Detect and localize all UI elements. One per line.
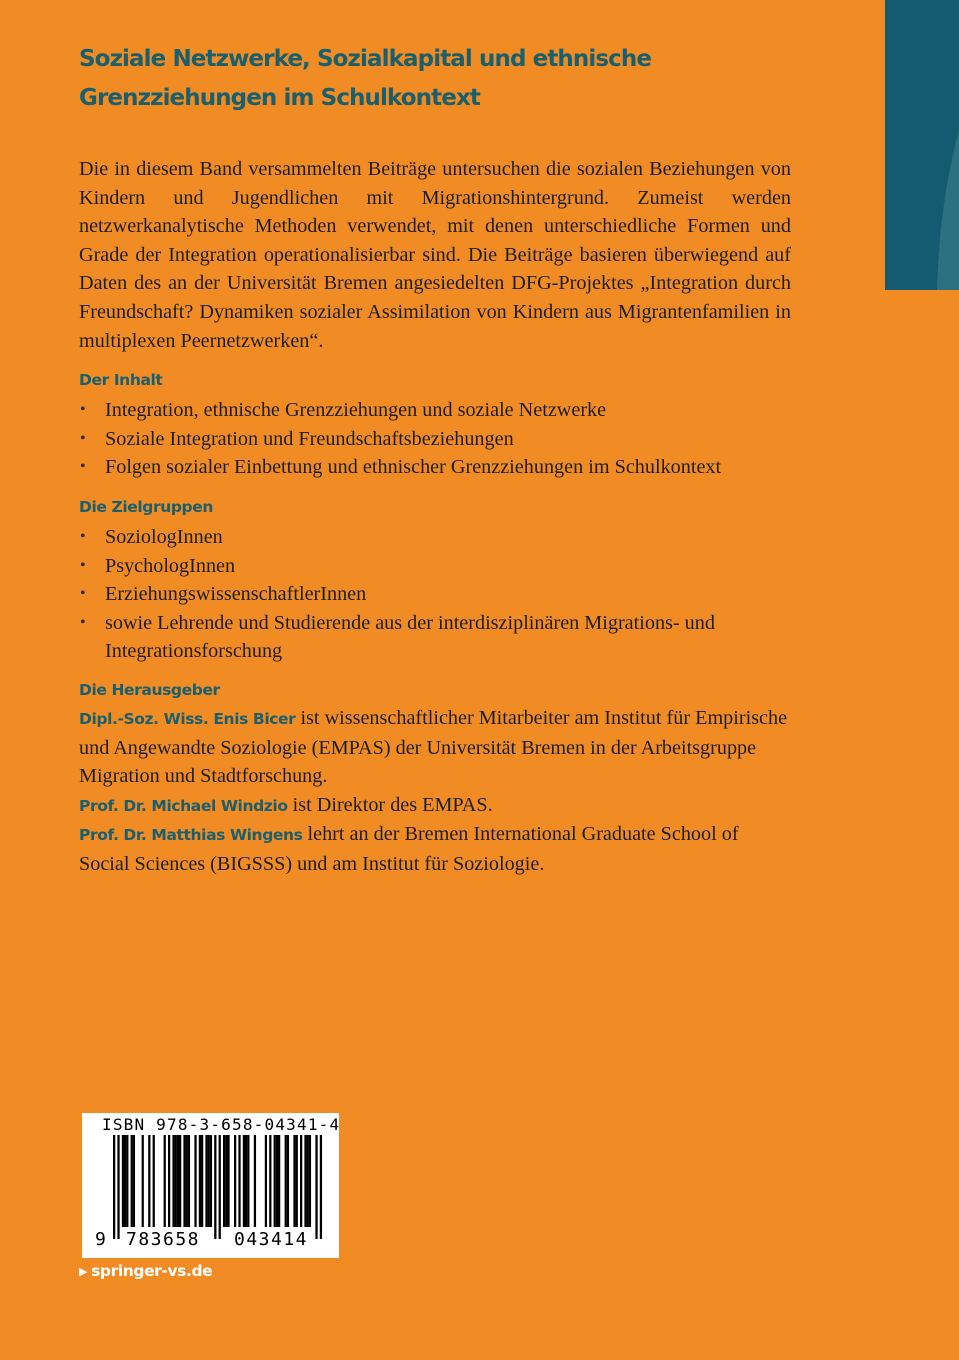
list-item: • ErziehungswissenschaftlerInnen (79, 580, 791, 609)
barcode-bar (205, 1135, 207, 1227)
isbn-label: ISBN 978-3-658-04341-4 (102, 1115, 341, 1134)
list-item: • sowie Lehrende und Studierende aus der interdisziplinären Migrations- und Integrationsforschung (79, 609, 791, 666)
barcode-bar (124, 1135, 126, 1227)
barcode-bar (227, 1135, 229, 1227)
inhalt-list (79, 396, 791, 482)
book-title-line-1: Soziale Netzwerke, Sozialkapital und ethnische (79, 46, 652, 72)
triangle-right-icon: ▶ (79, 1265, 88, 1278)
barcode-bar (117, 1135, 119, 1239)
bullet-icon: • (80, 458, 86, 476)
isbn-barcode (82, 1113, 339, 1258)
barcode-bar (122, 1135, 124, 1227)
ean-digits-right: 043414 (233, 1229, 309, 1250)
barcode-bar (188, 1135, 190, 1227)
barcode-bar (177, 1135, 179, 1227)
editor-name: Dipl.-Soz. Wiss. Enis Bicer (79, 709, 296, 728)
editor-entry (79, 791, 791, 821)
publisher-url: springer-vs.de (91, 1262, 213, 1280)
editor-bio: lehrt an der Bremen International Graduate School of Social Sciences (BIGSSS) und am Institut für Soziologie. (79, 823, 739, 875)
barcode-bar (287, 1135, 289, 1227)
publisher-link[interactable] (79, 1262, 212, 1280)
barcode-bar (296, 1135, 298, 1227)
barcode-bar (234, 1135, 236, 1227)
barcode-bar (113, 1135, 115, 1239)
barcode-bar (247, 1135, 249, 1227)
editor-name: Prof. Dr. Michael Windzio (79, 796, 288, 815)
barcode-bar (208, 1135, 210, 1227)
list-item: • Folgen sozialer Einbettung und ethnischer Grenzziehungen im Schulkontext (79, 453, 791, 482)
barcode-bar (278, 1135, 280, 1227)
barcode-bar (179, 1135, 181, 1227)
editor-bio: ist Direktor des EMPAS. (287, 793, 493, 816)
inhalt-heading: Der Inhalt (79, 371, 163, 390)
editor-bio: ist wissenschaftlicher Mitarbeiter am Institut für Empirische und Angewandte Soziologie (EMPAS) der Universität Bremen in der Arbeitsgruppe Migration und Stadtforschung. (79, 706, 788, 788)
ean-digit-first: 9 (95, 1229, 106, 1250)
barcode-bar (285, 1135, 287, 1227)
barcode-bar (126, 1135, 128, 1227)
barcode-bar (245, 1135, 247, 1227)
barcode-bar (307, 1135, 309, 1227)
bullet-icon: • (80, 527, 86, 545)
barcode-bar (304, 1135, 306, 1227)
bullet-icon: • (80, 401, 86, 419)
bullet-icon: • (80, 556, 86, 574)
list-item: • PsychologInnen (79, 552, 791, 581)
barcode-bar (320, 1135, 322, 1239)
barcode-bar (223, 1135, 225, 1227)
barcode-bar (276, 1135, 278, 1227)
barcode-bar (254, 1135, 256, 1227)
barcode-bar (265, 1135, 267, 1227)
barcode-bar (148, 1135, 150, 1227)
list-item: • Soziale Integration und Freundschaftsbeziehungen (79, 425, 791, 454)
barcode-bar (225, 1135, 227, 1227)
ean-digits-left: 783658 (125, 1229, 201, 1250)
barcode-bar (219, 1135, 221, 1239)
barcode-bar (315, 1135, 317, 1239)
herausgeber-heading: Die Herausgeber (79, 680, 220, 699)
barcode-bar (142, 1135, 144, 1227)
editor-name: Prof. Dr. Matthias Wingens (79, 826, 303, 845)
barcode-bar (172, 1135, 174, 1227)
barcode-bar (309, 1135, 311, 1227)
corner-decoration (885, 0, 959, 290)
back-cover-content (79, 40, 791, 878)
barcode-bar (199, 1135, 201, 1227)
barcode-bar (164, 1135, 166, 1227)
editors-section (79, 704, 791, 879)
barcode-bar (214, 1135, 216, 1239)
barcode-bar (269, 1135, 271, 1227)
barcode-bar (300, 1135, 302, 1227)
corner-curve-graphic (885, 0, 959, 290)
barcode-bar (175, 1135, 177, 1227)
zielgruppen-list (79, 523, 791, 666)
barcode-bar (186, 1135, 188, 1227)
editor-entry (79, 820, 791, 878)
editor-entry (79, 704, 791, 791)
list-item: • Integration, ethnische Grenzziehungen und soziale Netzwerke (79, 396, 791, 425)
barcode-bar (133, 1135, 135, 1227)
barcode-bar (183, 1135, 185, 1227)
book-title-line-2: Grenzziehungen im Schulkontext (79, 85, 480, 111)
bullet-icon: • (80, 585, 86, 603)
barcode-bar (168, 1135, 170, 1227)
barcode-bar (153, 1135, 155, 1227)
zielgruppen-heading: Die Zielgruppen (79, 497, 213, 516)
barcode-bar (131, 1135, 133, 1227)
barcode-bar (274, 1135, 276, 1227)
barcode-bar (210, 1135, 212, 1227)
barcode-bar (243, 1135, 245, 1227)
barcode-bar (201, 1135, 203, 1227)
book-description: Die in diesem Band versammelten Beiträge untersuchen die sozialen Beziehungen von Kindern und Jugendlichen mit Migrationshintergrund. Zumeist werden netzwerkanalytische Methoden verwendet, mit denen unterschiedliche Formen und Grade der Integration operationalisierbar sind. Die Beiträge basieren überwiegend auf Daten des an der Universität Bremen angesiedelten DFG-Projektes „Integration durch Freundschaft? Dynamiken sozialer Assimilation von Kindern aus Migrantenfamilien in multiplexen Peernetzwerken“. (79, 158, 791, 352)
barcode-bar (238, 1135, 240, 1227)
book-title (79, 40, 791, 118)
bullet-icon: • (80, 429, 86, 447)
list-item: • SoziologInnen (79, 523, 791, 552)
barcode-bar (293, 1135, 295, 1227)
barcode-bar (194, 1135, 196, 1227)
bullet-icon: • (80, 613, 86, 631)
